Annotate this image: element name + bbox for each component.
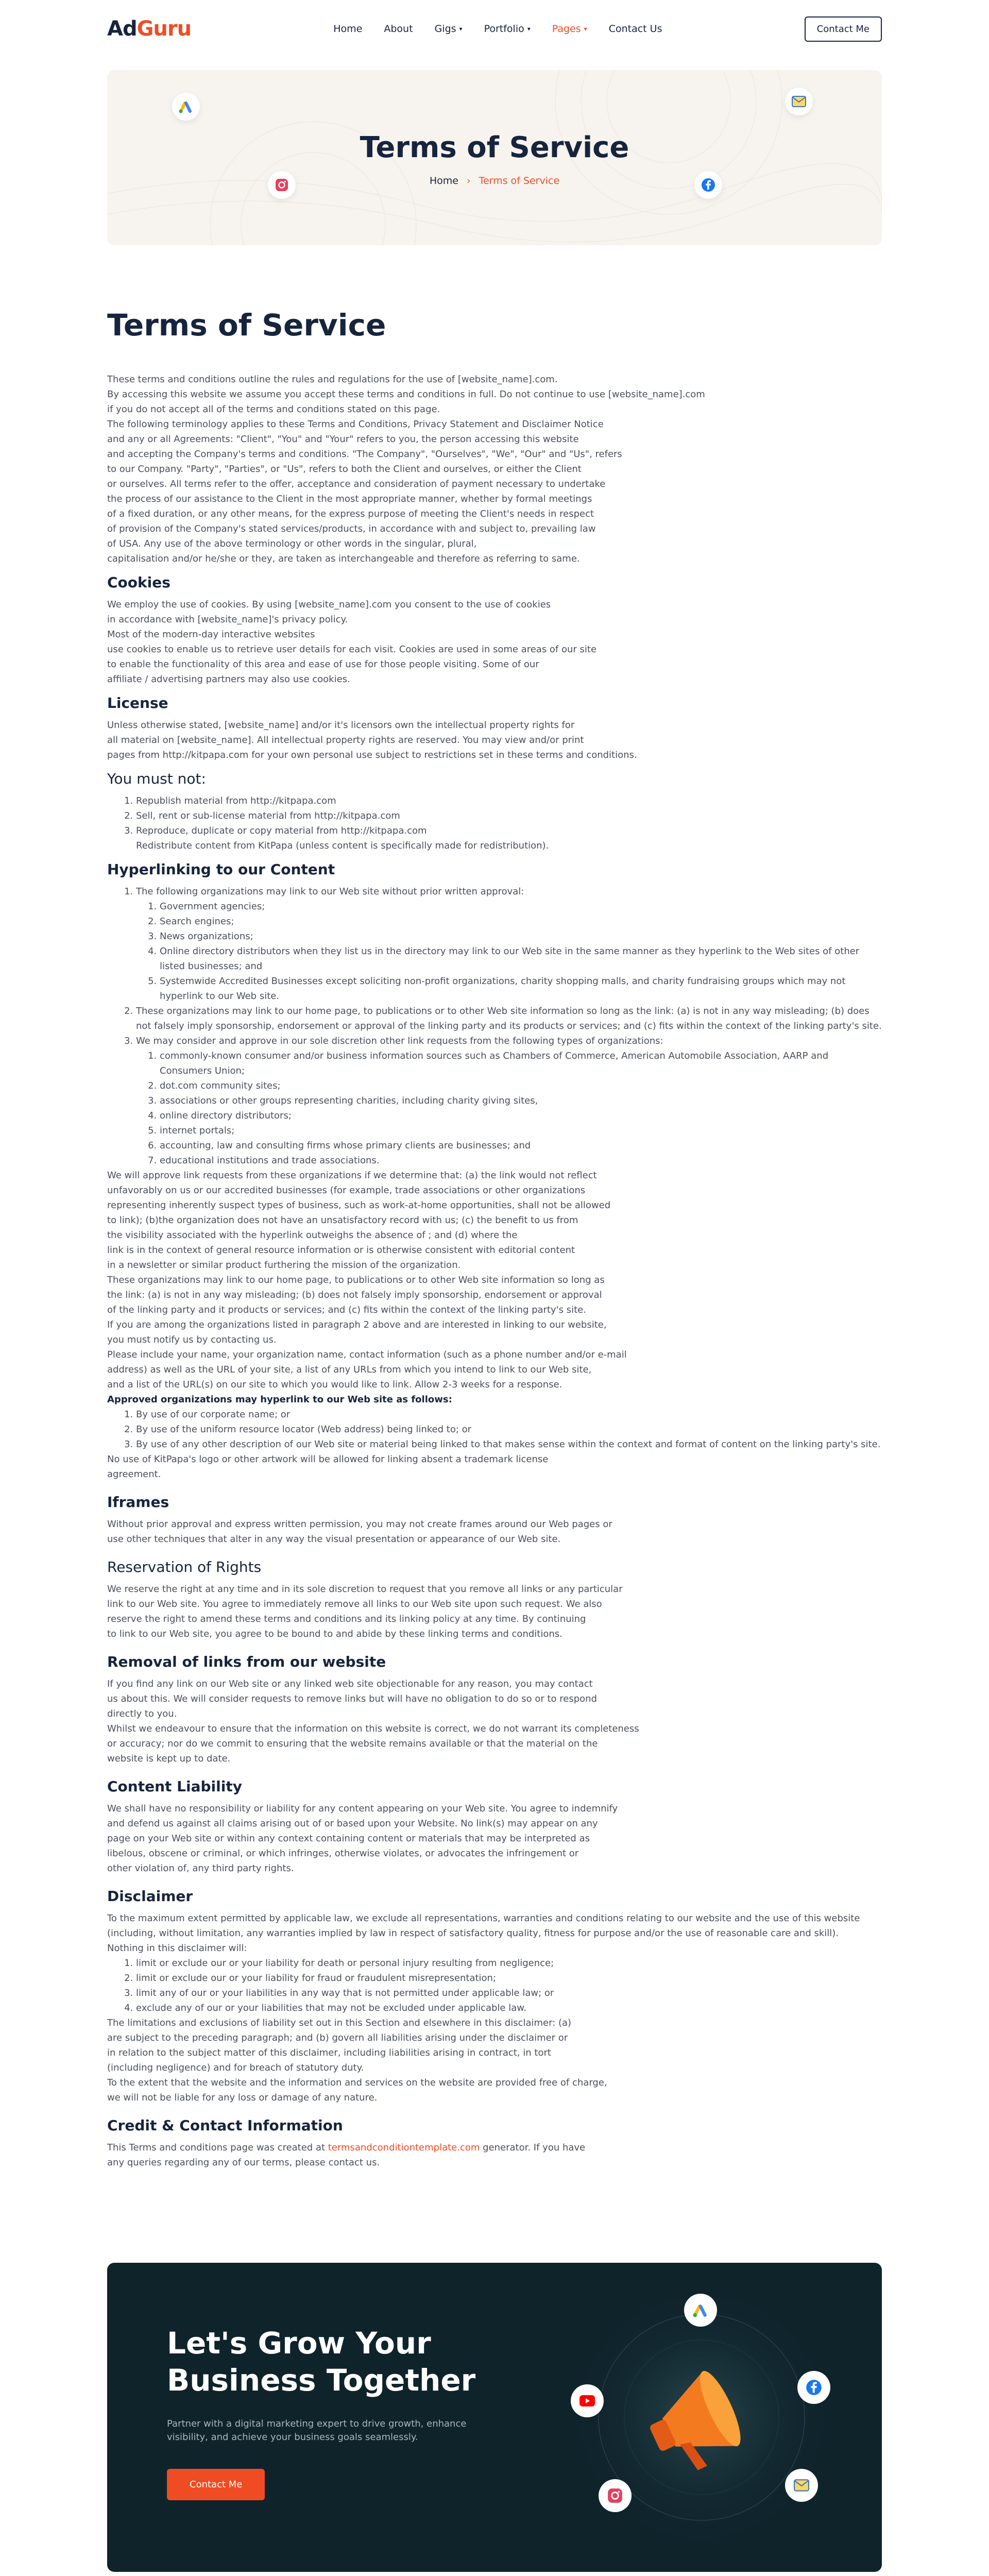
paragraph-line: we will not be liable for any loss or damage of any nature. <box>107 2092 378 2103</box>
must-not-heading: You must not: <box>107 770 206 787</box>
paragraph-line: These terms and conditions outline the rules and regulations for the use of [website_name].com. <box>107 374 558 385</box>
cta-text: Partner with a digital marketing expert to drive growth, enhance visibility, and achieve your business goals seamlessly. <box>167 2418 467 2443</box>
credit-heading: Credit & Contact Information <box>107 2117 343 2134</box>
paragraph-line: By accessing this website we assume you accept these terms and conditions in full. Do not continue to use [website_name].com <box>107 389 705 400</box>
list-item: 4. exclude any of our or your liabilities that may not be excluded under applicable law. <box>136 2001 882 2015</box>
paragraph-line: in accordance with [website_name]'s privacy policy. <box>107 614 348 625</box>
paragraph-line: link to our Web site. You agree to immediately remove all links to our Web site upon such request. We also <box>107 1599 602 1609</box>
paragraph-line: These organizations may link to our home page, to publications or to other Web site information so long as <box>107 1275 605 1285</box>
paragraph-line: or accuracy; nor do we commit to ensuring that the website remains available or that the material on the <box>107 1738 598 1749</box>
list-item <box>136 1004 882 1033</box>
paragraph-line: of the linking party and it products or services; and (c) fits within the context of the linking party's site. <box>107 1304 586 1315</box>
cookies-heading: Cookies <box>107 574 170 591</box>
paragraph-line: to link); (b)the organization does not have an unsatisfactory record with us; (c) the benefit to us from <box>107 1215 578 1226</box>
breadcrumb-current: Terms of Service <box>479 175 560 187</box>
paragraph-line: We shall have no responsibility or liability for any content appearing on your Web site. You agree to indemnify <box>107 1803 618 1814</box>
list-item-text: We may consider and approve in our sole discretion other link requests from the following types of organizations: <box>136 1036 663 1046</box>
logo-note <box>107 1452 882 1482</box>
reservation-section <box>107 1582 882 1641</box>
hyperlinking-sublist-1 <box>136 899 882 1004</box>
youtube-icon <box>571 2384 604 2417</box>
paragraph-line: Please include your name, your organization name, contact information (such as a phone number and/or e-mail <box>107 1349 627 1360</box>
paragraph-line: The limitations and exclusions of liability set out in this Section and elsewhere in this disclaimer: (a) <box>107 2018 572 2028</box>
list-item <box>136 884 882 1004</box>
paragraph-line: and accepting the Company's terms and conditions. "The Company", "Ourselves", "We", "Our" and "Us", refers <box>107 449 622 460</box>
paragraph-line: Without prior approval and express written permission, you may not create frames around our Web pages or <box>107 1519 612 1530</box>
removal-section <box>107 1676 882 1766</box>
list-item: 3. News organizations; <box>160 929 882 944</box>
list-item: 2. Sell, rent or sub-license material from http://kitpapa.com <box>136 808 882 823</box>
liability-section <box>107 1801 882 1876</box>
cta-title: Let's Grow Your Business Together <box>167 2326 476 2398</box>
hyperlinking-heading: Hyperlinking to our Content <box>107 861 335 878</box>
credit-text-before: This Terms and conditions page was created at <box>107 2142 328 2153</box>
paragraph-line: To the extent that the website and the information and services on the website are provided free of charge, <box>107 2077 607 2088</box>
nav-item-contact[interactable] <box>609 23 662 35</box>
paragraph-line: of USA. Any use of the above terminology or other words in the singular, plural, <box>107 538 477 549</box>
paragraph-line: We reserve the right at any time and in its sole discretion to request that you remove all links or any particular <box>107 1584 623 1595</box>
terms-title: Terms of Service <box>107 308 386 343</box>
nav-label: About <box>384 23 413 35</box>
paragraph-line: to link to our Web site, you agree to be bound to and abide by these linking terms and conditions. <box>107 1629 562 1639</box>
paragraph-line: (including negligence) and for breach of statutory duty. <box>107 2062 364 2073</box>
paragraph-line: or ourselves. All terms refer to the offer, acceptance and consideration of payment necessary to undertake <box>107 479 606 489</box>
disclaimer-intro <box>107 1911 882 1956</box>
paragraph-line: of provision of the Company's stated services/products, in accordance with and subject to, prevailing law <box>107 523 596 534</box>
mail-icon <box>785 88 813 115</box>
list-item-text: These organizations may link to our home page, to publications or to other Web site information so long as the link: (a) is not in any way misleading; (b) does not falsely imply sponsorship, endorsement or approval of the linking party and its products or services; and (c) fits within the context of the linking party's site. <box>136 1006 882 1031</box>
chevron-down-icon: ▾ <box>527 25 531 32</box>
list-item: 1. commonly-known consumer and/or business information sources such as Chambers of Commerce, American Automobile Association, AARP and Consumers Union; <box>160 1048 882 1078</box>
paragraph-line: No use of KitPapa's logo or other artwork will be allowed for linking absent a trademark license <box>107 1454 549 1465</box>
disclaimer-outro <box>107 2015 882 2105</box>
approved-heading: Approved organizations may hyperlink to our Web site as follows: <box>107 1394 452 1405</box>
paragraph-line: agreement. <box>107 1469 161 1480</box>
breadcrumb-home[interactable]: Home <box>429 175 458 187</box>
chevron-down-icon: ▾ <box>459 25 463 32</box>
paragraph-line: directly to you. <box>107 1708 177 1719</box>
list-item: 1. Republish material from http://kitpapa.com <box>136 793 882 808</box>
list-item: 4. online directory distributors; <box>160 1108 882 1123</box>
paragraph-line: unfavorably on us or our accredited businesses (for example, trade associations or other organizations <box>107 1185 586 1196</box>
paragraph-line: pages from http://kitpapa.com for your own personal use subject to restrictions set in these terms and conditions. <box>107 750 637 760</box>
paragraph-line: If you find any link on our Web site or any linked web site objectionable for any reason, you may contact <box>107 1679 593 1689</box>
nav-label: Gigs <box>434 23 456 35</box>
logo-text: Ad <box>107 17 137 41</box>
paragraph-line: We will approve link requests from these organizations if we determine that: (a) the link would not reflect <box>107 1170 597 1181</box>
paragraph-line: you must notify us by contacting us. <box>107 1334 277 1345</box>
list-item: 2. Search engines; <box>160 914 882 929</box>
paragraph-line: representing inherently suspect types of business, such as work-at-home opportunities, shall not be allowed <box>107 1200 611 1211</box>
nav-item-gigs[interactable] <box>435 23 463 35</box>
contact-me-button[interactable]: Contact Me <box>805 16 882 42</box>
facebook-icon <box>797 2371 830 2404</box>
paragraph-line: use other techniques that alter in any way the visual presentation or appearance of our Web site. <box>107 1534 561 1545</box>
credit-text-line2: any queries regarding any of our terms, please contact us. <box>107 2157 380 2168</box>
paragraph-line: Unless otherwise stated, [website_name] and/or it's licensors own the intellectual property rights for <box>107 720 575 731</box>
paragraph-line: To the maximum extent permitted by applicable law, we exclude all representations, warranties and conditions relating to our website and the use of this website <box>107 1913 860 1924</box>
nav-item-pages[interactable] <box>552 23 587 35</box>
license-section <box>107 718 882 762</box>
terms-content <box>107 245 882 2170</box>
list-item: 2. By use of the uniform resource locator (Web address) being linked to; or <box>136 1422 882 1437</box>
list-item: 6. accounting, law and consulting firms whose primary clients are businesses; and <box>160 1138 882 1153</box>
page-hero <box>107 70 882 245</box>
hyperlinking-sublist-3 <box>136 1048 882 1168</box>
credit-link[interactable]: termsandconditiontemplate.com <box>328 2142 480 2153</box>
paragraph-line: We employ the use of cookies. By using [website_name].com you consent to the use of cookies <box>107 599 551 610</box>
paragraph-line: Most of the modern-day interactive websites <box>107 629 315 640</box>
paragraph-line: The following terminology applies to these Terms and Conditions, Privacy Statement and Disclaimer Notice <box>107 419 604 430</box>
paragraph-line: other violation of, any third party rights. <box>107 1863 294 1874</box>
paragraph-line: the visibility associated with the hyperlink outweighs the absence of ; and (d) where the <box>107 1230 518 1241</box>
disclaimer-heading: Disclaimer <box>107 1888 193 1905</box>
paragraph-line: us about this. We will consider requests to remove links but will have no obligation to do so or to respond <box>107 1693 597 1704</box>
paragraph-line: link is in the context of general resource information or is otherwise consistent with editorial content <box>107 1245 575 1256</box>
chevron-down-icon: ▾ <box>584 25 587 32</box>
paragraph-line: (including, without limitation, any warranties implied by law in respect of satisfactory quality, fitness for purpose and/or the use of reasonable care and skill). <box>107 1928 839 1939</box>
nav-label: Home <box>333 23 363 35</box>
list-item: 5. internet portals; <box>160 1123 882 1138</box>
paragraph-line: the process of our assistance to the Client in the most appropriate manner, whether by formal meetings <box>107 494 592 504</box>
nav-label: Contact Us <box>608 23 662 35</box>
list-item: Redistribute content from KitPapa (unless content is specifically made for redistribution). <box>136 840 549 851</box>
credit-text-after: generator. If you have <box>480 2142 586 2153</box>
instagram-icon <box>599 2479 632 2512</box>
list-item: 3. associations or other groups representing charities, including charity giving sites, <box>160 1093 882 1108</box>
paragraph-line: of a fixed duration, or any other means, for the express purpose of meeting the Client's needs in respect <box>107 509 594 519</box>
reservation-heading: Reservation of Rights <box>107 1558 262 1575</box>
nav-label: Portfolio <box>484 23 524 35</box>
paragraph-line: libelous, obscene or criminal, or which infringes, otherwise violates, or advocates the infringement or <box>107 1848 579 1859</box>
paragraph-line: capitalisation and/or he/she or they, are taken as interchangeable and therefore as referring to same. <box>107 553 580 564</box>
paragraph-line: use cookies to enable us to retrieve user details for each visit. Cookies are used in some areas of our site <box>107 644 597 655</box>
paragraph-line: affiliate / advertising partners may also use cookies. <box>107 674 350 685</box>
list-item-text: The following organizations may link to our Web site without prior written approval: <box>136 886 524 897</box>
paragraph-line: and any or all Agreements: "Client", "You" and "Your" refers to you, the person accessing this website <box>107 434 579 445</box>
paragraph-line: address) as well as the URL of your site, a list of any URLs from which you intend to link to our Web site, <box>107 1364 592 1375</box>
must-not-list <box>107 793 882 853</box>
paragraph-line: in a newsletter or similar product furthering the mission of the organization. <box>107 1260 461 1270</box>
paragraph-line: and a list of the URL(s) on our site to which you would like to link. Allow 2-3 weeks for a response. <box>107 1379 562 1390</box>
paragraph-line: website is kept up to date. <box>107 1753 231 1764</box>
paragraph-line: to our Company. "Party", "Parties", or "Us", refers to both the Client and ourselves, or either the Client <box>107 464 582 474</box>
liability-heading: Content Liability <box>107 1778 242 1795</box>
intro-section <box>107 372 882 566</box>
logo-accent-text: Guru <box>137 17 192 41</box>
breadcrumb <box>107 175 882 187</box>
google-ads-icon <box>684 2294 717 2327</box>
list-item: 1. Government agencies; <box>160 899 882 914</box>
nav-item-home[interactable] <box>333 23 362 35</box>
hero-title: Terms of Service <box>360 131 629 164</box>
main-nav <box>333 23 662 35</box>
removal-heading: Removal of links from our website <box>107 1653 386 1670</box>
mail-icon <box>785 2469 818 2502</box>
list-item <box>136 1033 882 1168</box>
iframes-heading: Iframes <box>107 1494 169 1511</box>
nav-label: Pages <box>552 23 581 35</box>
license-heading: License <box>107 694 168 711</box>
paragraph-line: reserve the right to amend these terms and conditions and its linking policy at any time. By continuing <box>107 1614 586 1624</box>
paragraph-line: and defend us against all claims arising out of or based upon your Website. No link(s) may appear on any <box>107 1818 598 1829</box>
iframes-section <box>107 1517 882 1547</box>
paragraph-line: If you are among the organizations listed in paragraph 2 above and are interested in linking to our website, <box>107 1319 607 1330</box>
list-item: 1. By use of our corporate name; or <box>136 1407 882 1422</box>
chevron-right-icon: › <box>466 175 471 187</box>
list-item: 2. limit or exclude our or your liability for fraud or fraudulent misrepresentation; <box>136 1971 882 1986</box>
paragraph-line: all material on [website_name]. All intellectual property rights are reserved. You may view and/or print <box>107 735 584 745</box>
disclaimer-list <box>107 1956 882 2015</box>
paragraph-line: in relation to the subject matter of this disclaimer, including liabilities arising in contract, in tort <box>107 2047 551 2058</box>
credit-text <box>107 2140 882 2155</box>
approved-list <box>107 1407 882 1452</box>
list-item: 7. educational institutions and trade associations. <box>160 1153 882 1168</box>
list-item: 3. limit any of our or your liabilities in any way that is not permitted under applicable law; or <box>136 1986 882 2001</box>
list-item: 3. Reproduce, duplicate or copy material from http://kitpapa.com <box>136 823 882 838</box>
cta-contact-button[interactable]: Contact Me <box>167 2469 265 2500</box>
cookies-section <box>107 597 882 687</box>
paragraph-line: are subject to the preceding paragraph; and (b) govern all liabilities arising under the disclaimer or <box>107 2032 568 2043</box>
google-ads-icon <box>172 93 200 121</box>
list-item: 4. Online directory distributors when they list us in the directory may link to our Web site in the same manner as they hyperlink to the Web sites of other listed businesses; and <box>160 944 882 974</box>
list-item: 3. By use of any other description of our Web site or material being linked to that makes sense within the context and format of content on the linking party's site. <box>136 1437 882 1452</box>
nav-item-about[interactable] <box>384 23 413 35</box>
nav-item-portfolio[interactable] <box>484 23 531 35</box>
site-logo[interactable] <box>107 17 191 41</box>
hyperlinking-list <box>107 884 882 1168</box>
link-approval-section <box>107 1168 882 1392</box>
paragraph-line: page on your Web site or within any context containing content or materials that may be interpreted as <box>107 1833 590 1844</box>
paragraph-line: the link: (a) is not in any way misleading; (b) does not falsely imply sponsorship, endorsement or approval <box>107 1290 602 1300</box>
site-header <box>107 0 882 58</box>
paragraph-line: Whilst we endeavour to ensure that the information on this website is correct, we do not warrant its completeness <box>107 1723 639 1734</box>
cta-banner <box>107 2263 882 2572</box>
list-item: 2. dot.com community sites; <box>160 1078 882 1093</box>
paragraph-line: if you do not accept all of the terms and conditions stated on this page. <box>107 404 440 415</box>
list-item: 1. limit or exclude our or your liability for death or personal injury resulting from negligence; <box>136 1956 882 1971</box>
list-item: 5. Systemwide Accredited Businesses except soliciting non-profit organizations, charity shopping malls, and charity fundraising groups which may not hyperlink to our Web site. <box>160 974 882 1004</box>
paragraph-line: to enable the functionality of this area and ease of use for those people visiting. Some of our <box>107 659 539 670</box>
paragraph-line: Nothing in this disclaimer will: <box>107 1943 247 1954</box>
